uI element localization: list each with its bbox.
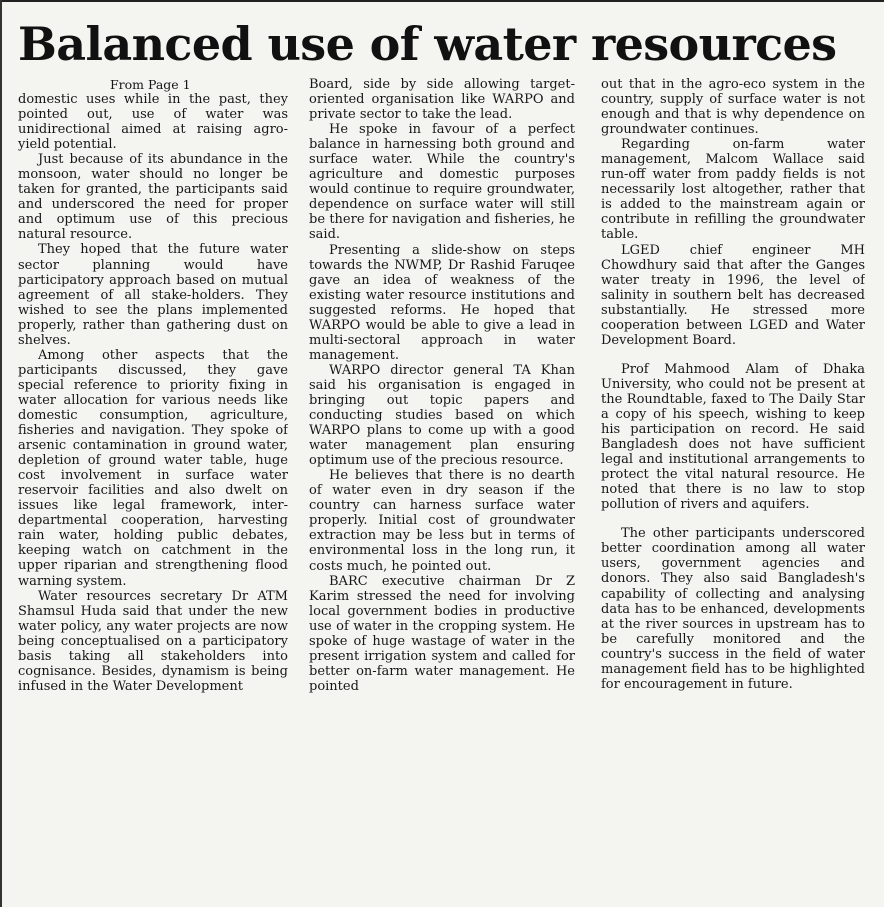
article-paragraph: out that in the agro-eco system in the country, supply of surface water is not enough and that is why dependence on groundwater continues. <box>601 77 865 138</box>
article-paragraph: WARPO director general TA Khan said his organisation is engaged in bringing out topic papers and conducting studies based on which WARPO plans to come up with a good water management plan ensuring optimum use of the precious resource. <box>309 362 575 469</box>
article-paragraph: Presenting a slide-show on steps towards the NWMP, Dr Rashid Faruqee gave an idea of weakness of the existing water resource institutions and suggested reforms. He hoped that WARPO would be able to give a lead in multi-sectoral approach in water management. <box>309 242 575 363</box>
article-column-1 <box>18 77 288 907</box>
article-paragraph: Regarding on-farm water management, Malcom Wallace said run-off water from paddy fields is not necessarily lost altogether, rather that is added to the mainstream again or contribute in refilling the groundwater table. <box>601 137 865 243</box>
article-paragraph: They hoped that the future water sector planning would have participatory approach based on mutual agreement of all stake-holders. They wished to see the plans implemented properly, rather than gathering dust on shelves. <box>18 242 288 348</box>
continuation-marker: From Page 1 <box>110 77 191 92</box>
headline: Balanced use of water resources <box>18 17 837 71</box>
article-paragraph: Water resources secretary Dr ATM Shamsul Huda said that under the new water policy, any water projects are now being conceptualised on a participatory basis taking all stakeholders into cognisance. Besides, dynamism is being infused in the Water Development <box>18 588 288 694</box>
article-paragraph: domestic uses while in the past, they pointed out, use of water was unidirectional aimed at raising agro-yield potential. <box>18 92 288 153</box>
article-paragraph: BARC executive chairman Dr Z Karim stressed the need for involving local government bodies in productive use of water in the cropping system. He spoke of huge wastage of water in the present irrigation system and called for better on-farm water management. He pointed <box>309 573 575 694</box>
top-border <box>0 0 884 2</box>
article-paragraph: Among other aspects that the participants discussed, they gave special reference to priority fixing in water allocation for various needs like domestic consumption, agriculture, fisheries and navigation. They spoke of arsenic contamination in ground water, depletion of ground water table, huge cost involvement in surface water reservoir facilities and also dwelt on issues like legal framework, inter-departmental cooperation, harvesting rain water, holding public debates, keeping watch on catchment in the upper riparian and strengthening flood warning system. <box>18 347 288 589</box>
article-column-2 <box>309 77 575 907</box>
article-paragraph: Prof Mahmood Alam of Dhaka University, who could not be present at the Roundtable, faxed to The Daily Star a copy of his speech, wishing to keep his participation on record. He said Bangladesh does not have sufficient legal and institutional arrangements to protect the vital natural resource. He noted that there is no law to stop pollution of rivers and aquifers. <box>601 361 865 513</box>
article-paragraph: LGED chief engineer MH Chowdhury said that after the Ganges water treaty in 1996, the level of salinity in southern belt has decreased substantially. He stressed more cooperation between LGED and Water Development Board. <box>601 242 865 348</box>
article-paragraph: He spoke in favour of a perfect balance in harnessing both ground and surface water. While the country's agriculture and domestic purposes would continue to require groundwater, dependence on surface water will still be there for navigation and fisheries, he said. <box>309 122 575 243</box>
article-column-3 <box>601 77 865 907</box>
article-paragraph: He believes that there is no dearth of water even in dry season if the country can harness surface water properly. Initial cost of groundwater extraction may be less but in terms of environmental loss in the long run, it costs much, he pointed out. <box>309 468 575 574</box>
article-paragraph: The other participants underscored better coordination among all water users, government agencies and donors. They also said Bangladesh's capability of collecting and analysing data has to be enhanced, developments at the river sources in upstream has to be carefully monitored and the country's success in the field of water management field has to be highlighted for encouragement in future. <box>601 526 865 692</box>
left-border <box>0 0 2 907</box>
article-paragraph: Just because of its abundance in the monsoon, water should no longer be taken for granted, the participants said and underscored the need for proper and optimum use of this precious natural resource. <box>18 152 288 243</box>
article-paragraph: Board, side by side allowing target-oriented organisation like WARPO and private sector to take the lead. <box>309 77 575 123</box>
